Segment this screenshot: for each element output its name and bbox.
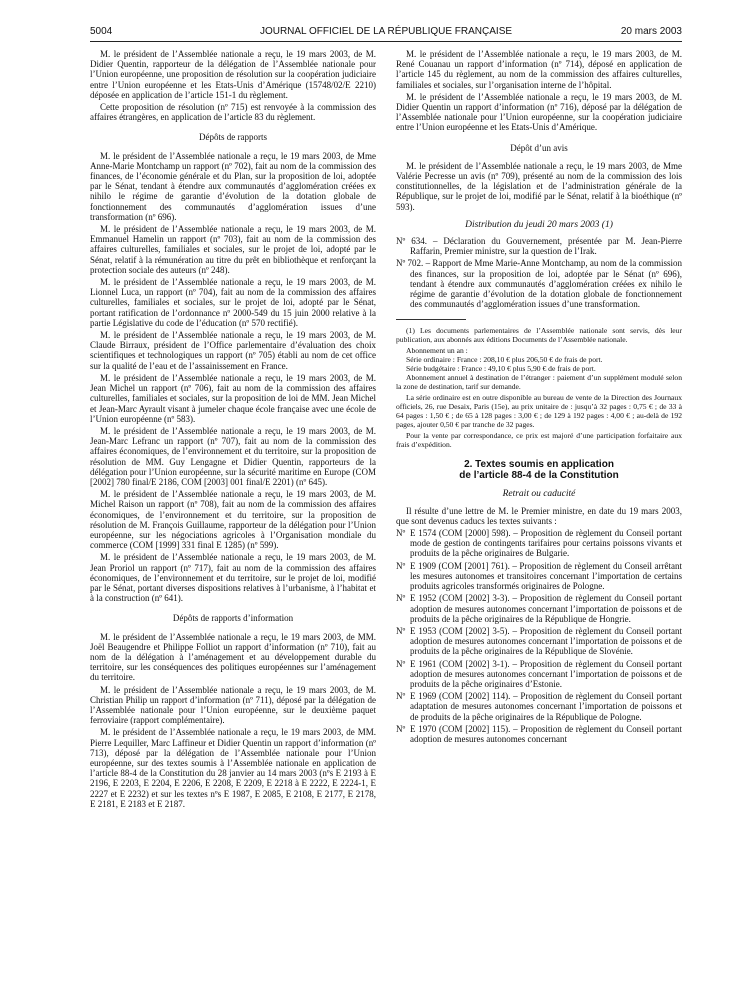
item-text: – Déclaration du Gouvernement, présentée par M. Jean-Pierre Raffarin, Premier ministre, sur la question de l’Irak. — [410, 236, 682, 257]
paragraph: M. le président de l’Assemblée nationale a reçu, le 19 mars 2003, de M. Jean-Marc Lefranc un rapport (nº 707), fait au nom de la commission des affaires économiques, de l’environnement et du territoire, sur la proposition de résolution de MM. Guy Lengagne et Didier Quentin, rapporteurs de la délégation pour l’Union européenne, sur la sécurité maritime en Europe (COM [2002] 780 final/E 2186, COM [2003] 001 final/E 2201) (nº 645). — [90, 425, 376, 487]
paragraph: M. le président de l’Assemblée nationale a reçu, le 19 mars 2003, de M. Lionnel Luca, un rapport (nº 704), fait au nom de la commission des affaires culturelles, familiales et sociales, sur le projet de loi, adopté par le Sénat, portant ratification de l’ordonnance nº 2000-549 du 15 juin 2000 relative à la partie Législative du code de l’éducation (nº 570 rectifié). — [90, 277, 376, 328]
section-title-line-1: 2. Textes soumis en application — [464, 459, 614, 471]
section-heading-avis: Dépôt d’un avis — [510, 142, 568, 153]
footnote-serie-budgetaire: Série budgétaire : France : 49,10 € plus 5,90 € de frais de port. — [406, 364, 596, 374]
item-text: E 1961 (COM [2002] 3-1). – Proposition de règlement du Conseil portant adoption de mesures autonomes concernant l’importation de poissons et de produits de la pêche originaires d’Estonie. — [410, 658, 682, 689]
item-number: Nº — [396, 691, 406, 702]
section-heading-distribution: Distribution du jeudi 20 mars 2003 (1) — [465, 219, 613, 230]
item-text: E 1969 (COM [2002] 114). – Proposition de règlement du Conseil portant adaptation de mesures autonomes concernant l’importation de poissons et de produits de la pêche originaires de la République de Pologne. — [410, 691, 682, 722]
item-text: E 1909 (COM [2001] 761). – Proposition de règlement du Conseil arrêtant les mesures autonomes et transitoires concernant l’importation de certains produits agricoles transformés originaires de Pologne. — [410, 560, 682, 592]
item-text: E 1574 (COM [2000] 598). – Proposition de règlement du Conseil portant mode de gestion de contingents tarifaires pour certains poissons vivants et produits de la pêche originaires de Bulgarie. — [410, 528, 682, 559]
section-title — [396, 459, 682, 481]
list-item — [396, 258, 682, 309]
paragraph: M. le président de l’Assemblée nationale a reçu, le 19 mars 2003, de M. Jean Michel un rapport (nº 706), fait au nom de la commission des affaires culturelles, familiales et sociales, sur la proposition de loi de MM. Jean Michel et Jean-Marc Ayrault visant à jumeler chaque école française avec une école de l’Union européenne (nº 583). — [90, 372, 376, 424]
paragraph: M. le président de l’Assemblée nationale a reçu, le 19 mars 2003, de M. Jean Proriol un rapport (nº 717), fait au nom de la commission des affaires économiques, de l’environnement et du territoire, sur le projet de loi, modifié par le Sénat, portant diverses dispositions relatives à l’urbanisme, à l’habitat et à la construction (nº 641). — [90, 552, 376, 604]
paragraph: M. le président de l’Assemblée nationale a reçu, le 19 mars 2003, de Mme Valérie Pecresse un avis (nº 709), présenté au nom de la commission des lois constitutionnelles, de la législation et de l’administration générale de la République, sur le projet de loi, modifié par le Sénat, relatif à la bioéthique (nº 593). — [396, 160, 682, 212]
item-number: Nº — [396, 593, 406, 604]
item-number: Nº 702. — [396, 258, 424, 269]
header-rule — [90, 41, 682, 42]
item-text: E 1952 (COM [2002] 3-3). – Proposition de règlement du Conseil portant adoption de mesures autonomes concernant l’importation de poissons et de produits de la pêche originaires de la République de Hongrie. — [410, 593, 682, 624]
paragraph: M. le président de l’Assemblée nationale a reçu, le 19 mars 2003, de M. Didier Quentin, rapporteur de la délégation de l’Assemblée nationale pour l’Union européenne, une proposition de résolution sur la coopération judiciaire entre l’Union européenne et les Etats-Unis d’Amérique (15748/02/E 2210) déposée en application de l’article 151-1 du règlement. — [90, 49, 376, 100]
list-item — [396, 561, 682, 592]
footnote — [396, 326, 682, 449]
footnote-correspondance: Pour la vente par correspondance, ce prix est majoré d’une participation forfaitaire aux frais d’expédition. — [396, 431, 682, 450]
section-heading-retrait: Retrait ou caducité — [502, 489, 576, 500]
section-heading-information: Dépôts de rapports d’information — [172, 613, 294, 624]
paragraph: Cette proposition de résolution (nº 715) est renvoyée à la commission des affaires étrangères, en application de l’article 83 du règlement. — [90, 102, 376, 123]
item-text: – Rapport de Mme Marie-Anne Montchamp, au nom de la commission des finances, sur la proposition de loi, adoptée par le Sénat (nº 696), tendant à étendre aux communautés d’agglomération créées ex nihilo le régime de garantie d’évolution de la dotation globale de fonctionnement des communautés d’agglomération issues d’une transformation. — [410, 258, 682, 310]
item-number: Nº — [396, 528, 406, 539]
left-column — [90, 49, 376, 811]
paragraph: M. le président de l’Assemblée nationale a reçu, le 19 mars 2003, de M. Claude Birraux, président de l’Office parlementaire d’évaluation des choix scientifiques et technologiques un rapport (nº 705) établi au nom de cet office sur la qualité de l’eau et de l’assainissement en France. — [90, 330, 376, 371]
page-number: 5004 — [90, 26, 113, 37]
list-item — [396, 659, 682, 690]
footnote-rule — [396, 319, 466, 320]
footnote-serie-ordinaire: Série ordinaire : France : 208,10 € plus 206,50 € de frais de port. — [406, 355, 603, 365]
paragraph: M. le président de l’Assemblée nationale a reçu, le 19 mars 2003, de M. Emmanuel Hamelin un rapport (nº 703), fait au nom de la commission des affaires culturelles, familiales et sociales, sur le projet de loi, adopté par le Sénat, relatif à la rémunération au titre du prêt en bibliothèque et renforçant la protection sociale des auteurs (nº 248). — [90, 224, 376, 275]
item-text: E 1970 (COM [2002] 115). – Proposition de règlement du Conseil portant adoption de mesures autonomes concernant — [410, 723, 682, 744]
item-number: Nº — [396, 658, 406, 669]
journal-title: JOURNAL OFFICIEL DE LA RÉPUBLIQUE FRANÇAISE — [259, 26, 513, 37]
footnote-abonnement: Abonnement un an : — [406, 346, 468, 356]
right-column — [396, 49, 682, 746]
item-text: E 1953 (COM [2002] 3-5). – Proposition de règlement du Conseil portant adoption de mesures autonomes concernant l’importation de poissons et de produits de la pêche originaires de la République de Slovénie. — [410, 625, 682, 657]
paragraph: M. le président de l’Assemblée nationale a reçu, le 19 mars 2003, de M. René Couanau un rapport d’information (nº 714), déposé en application de l’article 145 du règlement, au nom de la commission des affaires culturelles, familiales et sociales, sur l’organisation interne de l’hôpital. — [396, 49, 682, 90]
footnote-vente: La série ordinaire est en outre disponible au bureau de vente de la Direction des Journaux officiels, 26, rue Desaix, Paris (15e), au prix unitaire de : jusqu’à 32 pages : 0,75 € ; de 33 à 64 pages : 1,50 € ; de 65 à 128 pages : 3,00 € ; de 129 à 192 pages : 4,00 € ; au-delà de 192 pages, ajouter 0,50 € par tranche de 32 pages. — [396, 393, 682, 430]
list-item — [396, 724, 682, 744]
paragraph: M. le président de l’Assemblée nationale a reçu, le 19 mars 2003, de MM. Joël Beaugendre et Philippe Folliot un rapport d’information (nº 710), fait au nom de la délégation à l’aménagement et au développement durable du territoire, sur les conséquences des politiques européennes sur l’aménagement du territoire. — [90, 631, 376, 683]
item-number: Nº — [396, 723, 406, 734]
footnote-etranger: Abonnement annuel à destination de l’étranger : paiement d’un supplément modulé selon la zone de destination, tarif sur demande. — [396, 373, 682, 392]
section-heading-rapports: Dépôts de rapports — [199, 132, 267, 143]
item-number: Nº 634. — [396, 236, 427, 247]
list-item — [396, 593, 682, 624]
item-number: Nº — [396, 560, 406, 571]
paragraph: M. le président de l’Assemblée nationale a reçu, le 19 mars 2003, de MM. Pierre Lequiller, Marc Laffineur et Didier Quentin un rapport d’information (nº 713), déposé par la délégation de l’Assemblée nationale pour l’Union européenne, sur des textes soumis à l’Assemblée nationale en application de l’article 88-4 de la Constitution du 28 janvier au 14 mars 2003 (nºs E 2193 à E 2196, E 2203, E 2204, E 2206, E 2208, E 2209, E 2218 à E 2222, E 2224-1, E 2227 et E 2232) et sur les textes nºs E 1987, E 2085, E 2108, E 2177, E 2178, E 2181, E 2183 et E 2187. — [90, 727, 376, 809]
item-number: Nº — [396, 625, 406, 636]
issue-date: 20 mars 2003 — [620, 26, 682, 37]
paragraph: M. le président de l’Assemblée nationale a reçu, le 19 mars 2003, de M. Michel Raison un rapport (nº 708), fait au nom de la commission des affaires économiques, de l’environnement et du territoire, sur la proposition de résolution de M. François Guillaume, rapporteur de la délégation pour l’Union européenne, sur les négociations agricoles à l’Organisation mondiale du commerce (COM [1999] 331 final E 1285) (nº 599). — [90, 489, 376, 551]
section-title-line-2: de l’article 88-4 de la Constitution — [459, 470, 619, 482]
paragraph: M. le président de l’Assemblée nationale a reçu, le 19 mars 2003, de M. Christian Philip un rapport d’information (nº 711), déposé par la délégation de l’Assemblée nationale pour l’Union européenne, sur le deuxième paquet ferroviaire (rapport complémentaire). — [90, 684, 376, 726]
list-item — [396, 236, 682, 256]
list-item — [396, 626, 682, 657]
paragraph: Il résulte d’une lettre de M. le Premier ministre, en date du 19 mars 2003, que sont devenus caducs les textes suivants : — [396, 505, 682, 526]
paragraph: M. le président de l’Assemblée nationale a reçu, le 19 mars 2003, de M. Didier Quentin un rapport d’information (nº 716), déposé par la délégation de l’Assemblée nationale pour l’Union européenne, sur la coopération judiciaire entre l’Union européenne et les Etats-Unis d’Amérique. — [396, 91, 682, 133]
list-item — [396, 528, 682, 559]
paragraph: M. le président de l’Assemblée nationale a reçu, le 19 mars 2003, de Mme Anne-Marie Montchamp un rapport (nº 702), fait au nom de la commission des finances, de l’économie générale et du Plan, sur la proposition de loi, adoptée par le Sénat, tendant à étendre aux communautés d’agglomération créées ex nihilo le régime de garantie d’évolution de la dotation globale de fonctionnement des communautés d’agglomération issues d’une transformation (nº 696). — [90, 150, 376, 222]
page-header — [90, 26, 682, 40]
footnote-note: (1) Les documents parlementaires de l’Assemblée nationale sont servis, dès leur publication, aux abonnés aux éditions Documents de l’Assemblée nationale. — [396, 326, 682, 345]
list-item — [396, 691, 682, 722]
